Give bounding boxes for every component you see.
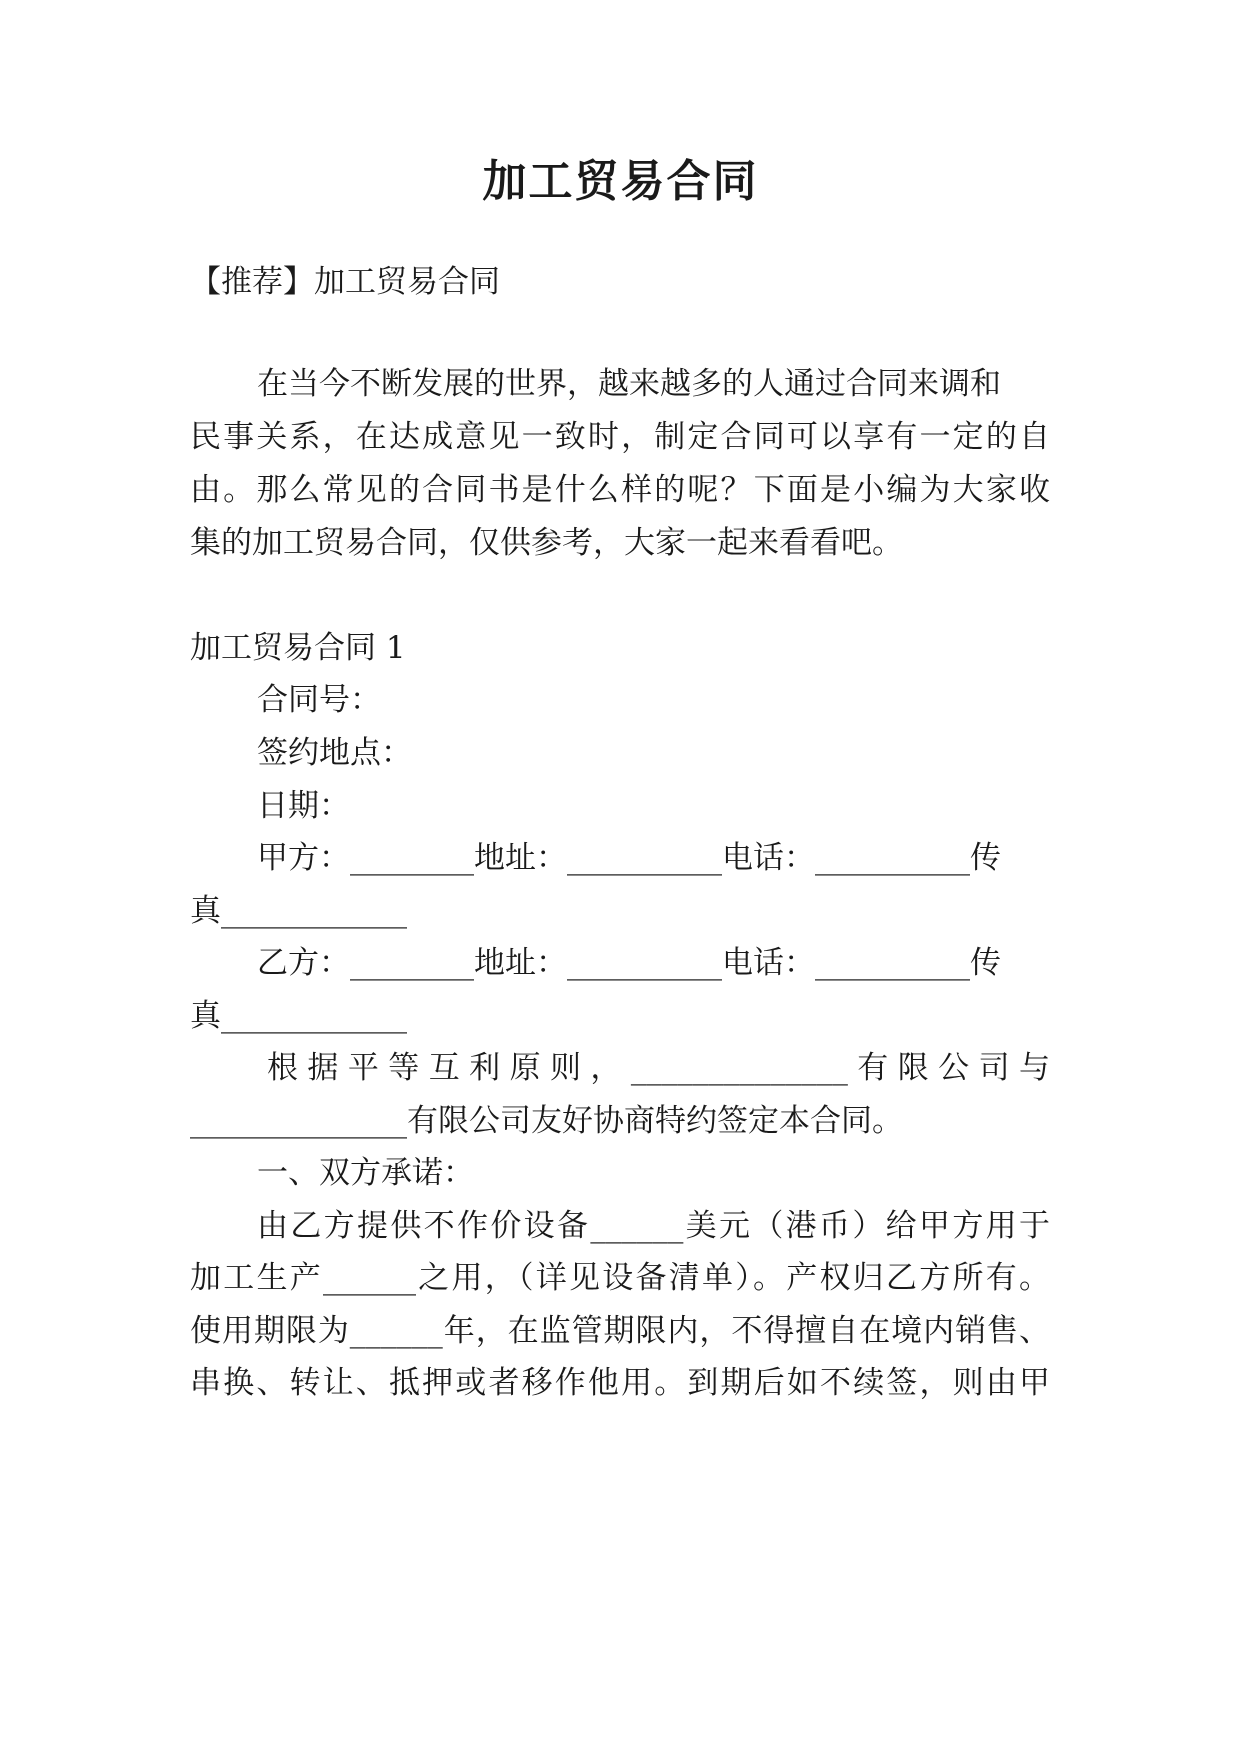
clause-line: 使用期限为______年，在监管期限内，不得擅自在境内销售、 (190, 1313, 1050, 1349)
party-a-fax-line: 真____________ (190, 893, 407, 929)
agreement-line: 根据平等互利原则，______________有限公司与 (267, 1050, 1050, 1086)
intro-line: 由。那么常见的合同书是什么样的呢？下面是小编为大家收 (190, 472, 1050, 508)
clause-heading: 一、双方承诺： (257, 1155, 474, 1191)
signing-place-field: 签约地点： (257, 735, 412, 771)
date-field: 日期： (257, 788, 350, 824)
clause-line: 加工生产______之用，（详见设备清单）。产权归乙方所有。 (190, 1260, 1050, 1296)
clause-line: 串换、转让、抵押或者移作他用。到期后如不续签，则由甲 (190, 1365, 1050, 1401)
party-a-line: 甲方：________地址：__________电话：__________传 (257, 840, 1001, 876)
party-b-line: 乙方：________地址：__________电话：__________传 (257, 945, 1001, 981)
intro-line: 在当今不断发展的世界，越来越多的人通过合同来调和 (257, 366, 1001, 402)
document-title: 加工贸易合同 (482, 156, 759, 207)
section-heading: 加工贸易合同 1 (190, 630, 406, 666)
intro-line: 集的加工贸易合同，仅供参考，大家一起来看看吧。 (190, 525, 903, 561)
party-b-fax-line: 真____________ (190, 998, 407, 1034)
intro-line: 民事关系，在达成意见一致时，制定合同可以享有一定的自 (190, 419, 1050, 455)
document-subtitle: 【推荐】加工贸易合同 (190, 264, 500, 300)
agreement-line: ______________有限公司友好协商特约签定本合同。 (190, 1103, 903, 1139)
clause-line: 由乙方提供不作价设备______美元（港币）给甲方用于 (257, 1208, 1050, 1244)
contract-number-field: 合同号： (257, 682, 381, 718)
